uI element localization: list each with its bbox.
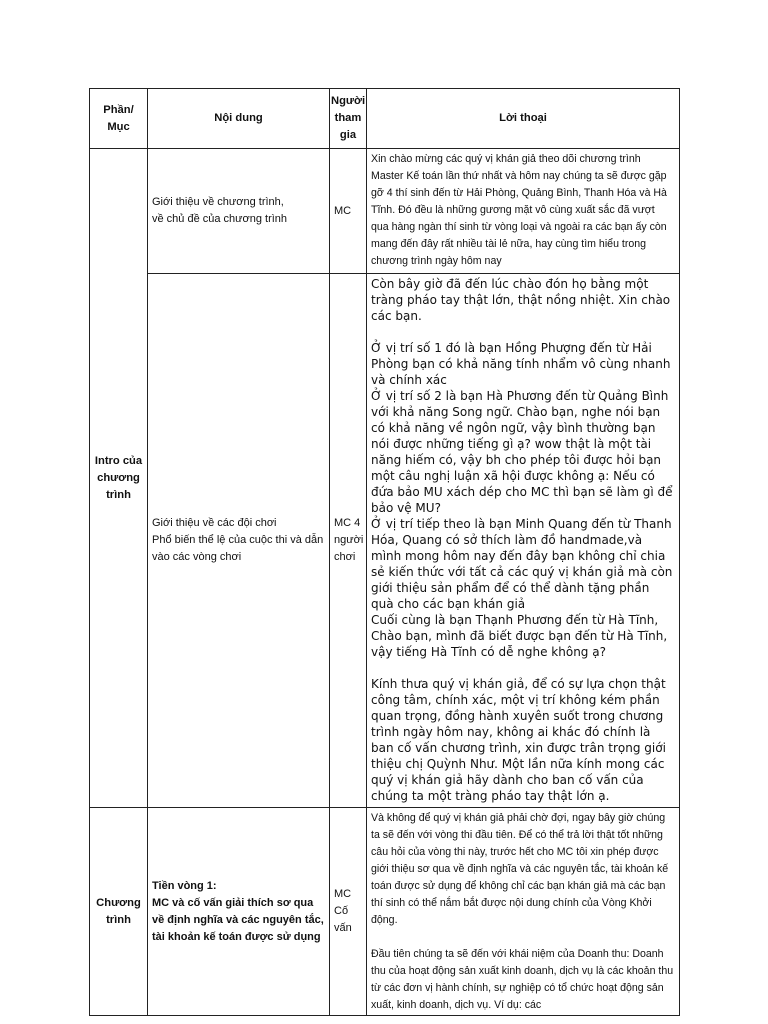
- content-line: Giới thiệu về các đội chơi: [152, 517, 277, 529]
- content-line: về chủ đề của chương trình: [152, 213, 288, 225]
- content-line: Phổ biến thể lệ của cuộc thi và dẫn vào các vòng chơi: [152, 534, 324, 563]
- content-title: Tiền vòng 1:: [152, 879, 217, 892]
- paragraph-gap: [371, 660, 675, 676]
- paragraph-gap: [371, 929, 675, 946]
- content-cell: [148, 149, 330, 274]
- dialogue-cell: Xin chào mừng các quý vị khán giả theo dõi chương trình Master Kế toán lần thứ nhất và hôm nay chúng ta sẽ được gặp gỡ 4 thí sinh đến từ Hải Phòng, Quảng Bình, Thanh Hóa và Hà Tĩnh. Đó đều là những gương mặt vô cùng xuất sắc đã vượt qua hàng ngàn thí sinh từ vòng loại và ngoài ra các bạn ấy còn mang đến đây rất nhiều tài lẻ nữa, hay cùng tìm hiểu trong chương trình ngày hôm nay: [367, 149, 680, 274]
- dialogue-paragraph: Cuối cùng là bạn Thạnh Phương đến từ Hà Tĩnh, Chào bạn, mình đã biết được bạn đến từ Hà Tĩnh, vậy tiếng Hà Tĩnh có dễ nghe không ạ?: [371, 613, 668, 659]
- header-dialogue: Lời thoại: [367, 89, 680, 149]
- content-cell: [148, 274, 330, 808]
- content-cell: [148, 808, 330, 1016]
- table-row: [90, 808, 680, 1016]
- dialogue-cell: [367, 808, 680, 1016]
- section-program: Chương trình: [90, 808, 148, 1016]
- script-table: [89, 88, 680, 1016]
- header-participants: Người tham gia: [330, 89, 367, 149]
- paragraph-gap: [371, 324, 675, 340]
- participants-cell: MC: [330, 149, 367, 274]
- header-section: Phần/ Mục: [90, 89, 148, 149]
- table-row: [90, 149, 680, 274]
- dialogue-cell: [367, 274, 680, 808]
- document-page: [89, 88, 680, 1016]
- dialogue-paragraph: Và không để quý vị khán giả phải chờ đợi, ngay bây giờ chúng ta sẽ đến với vòng thi đầu tiên. Để có thể trả lời thật tốt những câu hỏi của vòng thi này, trước hết cho MC tôi xin phép được giới thiệu sơ qua về định nghĩa và các nguyên tắc, tài khoản kế toán được sử dụng để không chỉ các bạn khán giả mà các bạn thí sinh có thể nắm bắt được nội dung chính của Vòng Khởi động.: [371, 812, 669, 926]
- dialogue-paragraph: Ở vị trí số 2 là bạn Hà Phương đến từ Quảng Bình với khả năng Song ngữ. Chào bạn, nghe nói bạn có khả năng về ngôn ngữ, vậy bình thường bạn nói được những tiếng gì ạ? wow thật là một tài năng hiếm có, vậy bh cho phép tôi được hỏi bạn một câu nghị luận xã hội được không ạ: Nếu có đứa bảo MU xách dép cho MC thì bạn sẽ làm gì để bảo vệ MU?: [371, 389, 673, 515]
- dialogue-paragraph: Ở vị trí tiếp theo là bạn Minh Quang đến từ Thanh Hóa, Quang có sở thích làm đồ handmade,và mình mong hôm nay đến đây bạn không chỉ chia sẻ kiến thức với tất cả các quý vị khán giả mà còn giới thiệu sản phẩm để có thể dành tặng phần quà cho các bạn khán giả: [371, 517, 673, 611]
- dialogue-clip: [371, 810, 675, 1012]
- dialogue-paragraph: Đầu tiên chúng ta sẽ đến với khái niệm của Doanh thu: Doanh thu của hoạt động sản xuất kinh doanh, dịch vụ là các khoản thu từ các đơn vị hành chính, sự nghiệp có tổ chức hoạt động sản xuất, kinh doanh, dịch vụ. Ví dụ: các: [371, 948, 674, 1011]
- section-intro: Intro của chương trình: [90, 149, 148, 808]
- participants-cell: MC 4 người chơi: [330, 274, 367, 808]
- dialogue-paragraph: Ở vị trí số 1 đó là bạn Hồng Phượng đến từ Hải Phòng bạn có khả năng tính nhẩm vô cùng nhanh và chính xác: [371, 341, 671, 387]
- dialogue-paragraph: Kính thưa quý vị khán giả, để có sự lựa chọn thật công tâm, chính xác, một vị trí không kém phần quan trọng, đồng hành xuyên suốt trong chương trình ngày hôm nay, không ai khác đó chính là ban cố vấn chương trình, xin được trân trọng giới thiệu chị Quỳnh Như. Một lần nữa kính mong các quý vị khán giả hãy dành cho ban cố vấn của chúng ta một tràng pháo tay thật lớn ạ.: [371, 677, 666, 803]
- dialogue-paragraph: Còn bây giờ đã đến lúc chào đón họ bằng một tràng pháo tay thật lớn, thật nồng nhiệt. Xin chào các bạn.: [371, 277, 671, 323]
- participants-cell: MC Cố vấn: [330, 808, 367, 1016]
- content-line: Giới thiệu về chương trình,: [152, 196, 284, 208]
- table-row: [90, 274, 680, 808]
- header-content: Nội dung: [148, 89, 330, 149]
- content-body: MC và cố vấn giải thích sơ qua về định nghĩa và các nguyên tắc, tài khoản kế toán được sử dụng: [152, 896, 324, 943]
- table-header-row: [90, 89, 680, 149]
